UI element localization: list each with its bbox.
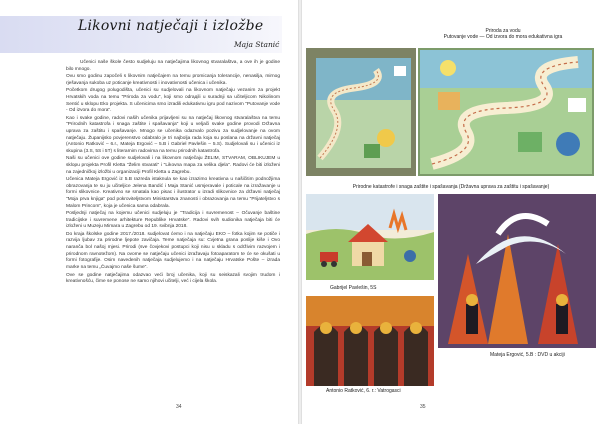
article-author: Maja Stanić: [234, 40, 280, 49]
article-paragraph: Do kraja školske godine 2017./2018. sudjelovat ćemo i na natječaju EKO – fotka kojim se potiče i razvija ljubav za prirodne ljepote zavičaja. Teme natječaja su: Cvjetna grana poslije kiše i Ovo naranča bol našoj mjesi. Prirodi (sve čovjekovi postupci koji nisu u skladu s održivim razvojem i prirodnom ravnotežom). Na ovome se natječaju učenici izražavaju fotoaparatom te će se okušati u formi fotografije. Osim navedenih natječaja sudjelujemo i na natječaju Hrvatske Pošte – izrada marke na temu „Čuvajmo naše šume".: [66, 231, 280, 270]
photo-board-game: [418, 48, 594, 176]
caption-line: Putovanje vode — Od izvora do mora edukativna igra: [443, 34, 563, 41]
caption-poster: Prirodne katastrofe i snaga zaštite i spašavanja (Državna uprava za zaštitu i spašavanje): [352, 184, 550, 190]
caption-ratkovic: Antonio Ratković, 6. r.: Vatrogasci: [326, 388, 401, 394]
page-number-left: 34: [176, 404, 182, 410]
article-paragraph: Ove se godine natječajima odazvao veći broj učenika, koji su seiskazali svojim trudom i kreativnošću, čime se ponose ne samo njihovi učitelji, već i cijela škola.: [66, 272, 280, 285]
photo-ratkovic: [306, 296, 434, 386]
caption-ergovic: Mateja Ergović, 5.B : DVD u akciji: [490, 352, 565, 358]
left-page: [0, 0, 298, 424]
article-paragraph: Naši su učenici ove godine sudjelovali i na likovnom natječaju ŽELIM, STVARAM, OBLIKUJEM u sklopu projekta Profil Klettа "Želim stvarati" i "Likovna mapa za velika djela". Radovi će biti izloženi na zajedničkoj izložbi u organizaciji Profil Kletta u Zagrebu.: [66, 156, 280, 175]
article-paragraph: Kao i svake godine, radovi naših učenika prijavljeni su na natječaj likovnog stvaralaštva na temu "Prirodnih katastrofa i snaga zaštite i spašavanja" koji u veljači svake godine provodi Državna uprava za zaštitu i spašavanje. Mnogo se učenika odazvalo pozivu za sudjelovanje na ovom natječaju. Županijsko povjerenstvo odabralo je tri najbolja rada koja su poslana na državni natječaj (Antonio Ratković – 6.r., Mateja Ergović – 5.B i Gabriel Pavlešin – 5.S). Sudjelovali su i učenici iz skupina (3.S, 5S i 5T) s literarnim radovima na temu prirodnih katastrofa.: [66, 115, 280, 154]
photo-ergovic: [438, 194, 596, 348]
article-title: Likovni natječaji i izložbe: [78, 18, 264, 34]
photo-board-game-left: [306, 48, 416, 176]
article-body: [66, 60, 280, 287]
article-paragraph: Ovu smo godinu započeli s likovnim natječajem na temu promicanja tolerancije, nenasilja, mirnog rješavanja sukoba uz poticanje kreativnosti i inovativnosti učenica i učenika.: [66, 74, 280, 86]
caption-pavlesin: Gabrijel Pavlešin, 5S: [330, 285, 377, 291]
caption-line: Priroda za vodu: [485, 28, 521, 34]
article-paragraph: Učenica Mateja Ergović iz 5.B razreda istaknula se kao izrazimo kreativna u našičitim podnožjima obrazovanja te su ju učiteljice Jelena Bandić i Maja Stanić usmjeravale i poticale na izražavanje u formi slikovnice. Kreativno se smatala kao pisac i ilustrator u izradi slikovnice za državni natječaj "Moja prva knjiga" pod pokroviteljstvom Ministarstva znanosti i obrazovanja na temu "Prijateljstvo s Malom Princom", koja je učenica sama odabrala.: [66, 177, 280, 209]
photo-pavlesin: [306, 194, 434, 280]
right-page: [302, 0, 600, 424]
page-number-right: 35: [420, 404, 426, 410]
caption-board-game: [414, 28, 592, 40]
article-paragraph: Početkom drugog polugodišta, učenici su sudjelovali na likovnom natječaju vezanim za projekt Hrvatskih voda na temu "Priroda za vodu", koji smo odrадili u suradnji sa učiteljicom Nikolinom Sentić u sklopu Eko projekta. S učenicima smo izradili edukativnu igru pod nazivom "Putovanje vode - Od izvora do mora".: [66, 88, 280, 114]
article-paragraph: Posljednji natječaj na kojemu učenici sudjeluju je "Tradicija i suvremenost – Očuvanje baštine tradicijske i suvremene arhitekture Republike Hrvatske". Radovi svih sudionika natječaja biti će izloženi u Muzeju Mimara u Zagrebu od 19. svibnja 2018.: [66, 211, 280, 230]
article-paragraph: Učenici naše škole često sudjeluju na natječajima likovnog stvaralaštva, a ove ih je godine bilo mnogo.: [66, 60, 280, 72]
